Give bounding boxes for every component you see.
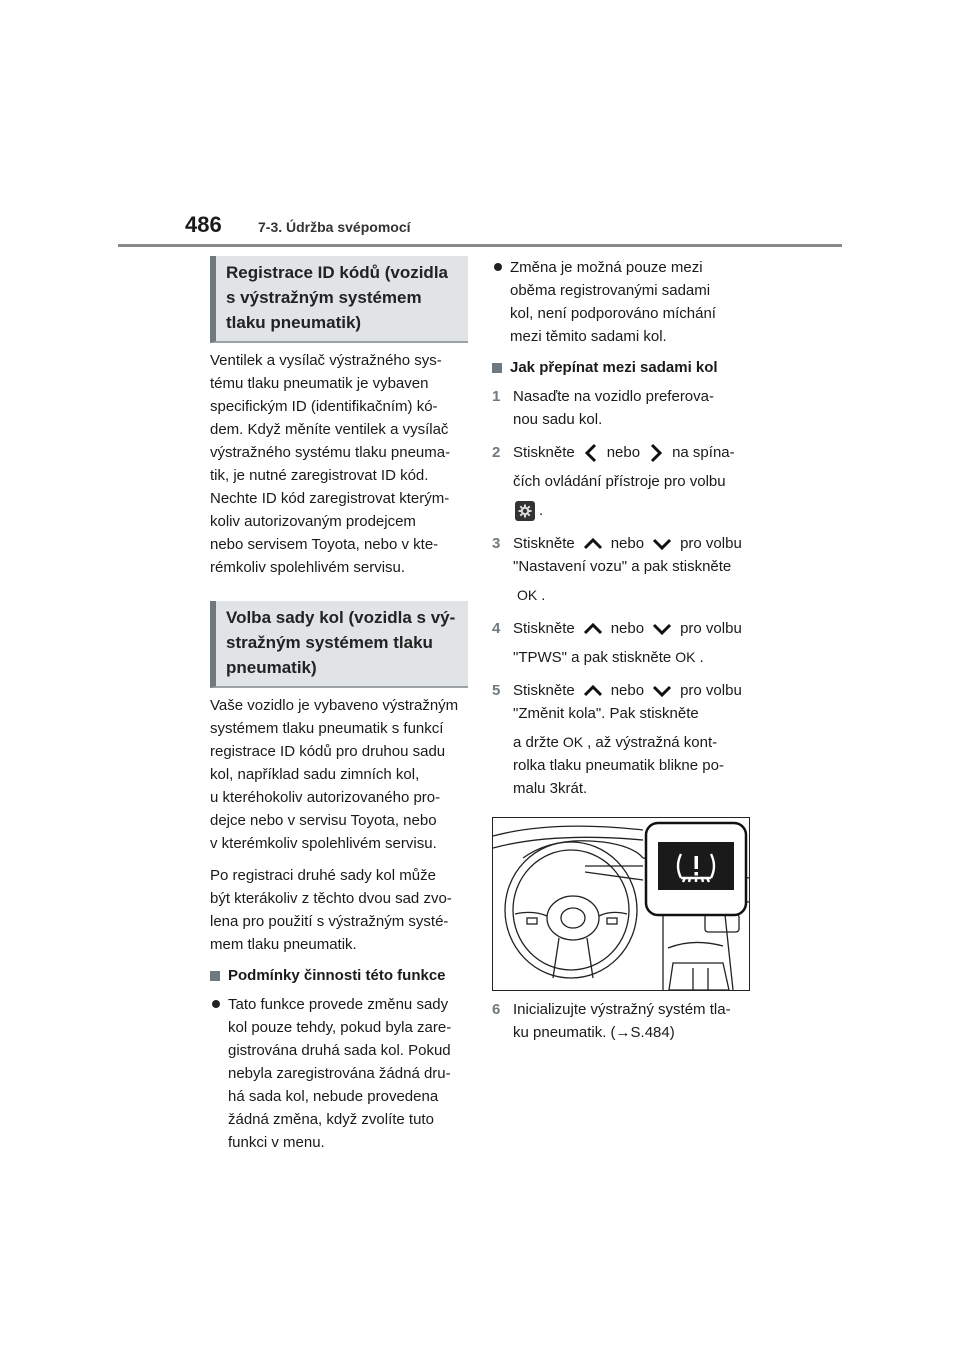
text-line: systémem tlaku pneumatik s funkcí (210, 720, 444, 737)
text-line: tik, je nutné zaregistrovat ID kód. (210, 467, 429, 484)
chevron-left-icon (585, 443, 597, 463)
text-line: kol, například sadu zimních kol, (210, 766, 420, 783)
text-line: Změna je možná pouze mezi (510, 259, 703, 276)
text-line: nebo servisem Toyota, nebo v kte- (210, 536, 439, 553)
step-number: 3 (492, 535, 501, 552)
text-line: kol, není podporováno míchání (510, 305, 716, 322)
text: . (699, 649, 704, 666)
text-line: registrace ID kódů pro druhou sadu (210, 743, 446, 760)
text-line: Vaše vozidlo je vybaveno výstražným (210, 697, 459, 714)
step-1 (492, 385, 750, 431)
paragraph-id-registration (210, 349, 468, 579)
ok-button-symbol: OK (562, 734, 584, 750)
heading-line: Registrace ID kódů (vozidla (226, 263, 448, 282)
text-line: Nasaďte na vozidlo preferova- (513, 388, 714, 405)
text-line: koliv autorizovaným prodejcem (210, 513, 416, 530)
text-line: čích ovládání přístroje pro volbu (513, 473, 726, 490)
text-line: v kterémkoliv spolehlivém servisu. (210, 835, 437, 852)
paragraph-wheel-set (210, 694, 468, 855)
heading-wheel-set-selection (210, 601, 468, 688)
dashboard-illustration (492, 817, 750, 991)
heading-line: s výstražným systémem (226, 288, 422, 307)
chevron-right-icon (650, 443, 662, 463)
text-line: rolka tlaku pneumatik blikne po- (513, 757, 724, 774)
text: Stiskněte (513, 535, 575, 552)
text: pro volbu (680, 620, 742, 637)
text-line: Nechte ID kód zaregistrovat kterým- (210, 490, 450, 507)
paragraph-after-registration (210, 864, 468, 956)
text-line: kol pouze tehdy, pokud byla zare- (228, 1019, 452, 1036)
settings-gear-icon (515, 501, 535, 521)
text-line: lena pro použití s výstražným systé- (210, 913, 449, 930)
text: . (541, 587, 546, 604)
step-6 (492, 998, 783, 1050)
text: nebo (606, 444, 641, 461)
step-5 (492, 679, 750, 800)
text-line: dejce nebo v servisu Toyota, nebo (210, 812, 437, 829)
subheading-conditions (210, 964, 468, 987)
right-column (492, 256, 750, 810)
heading-line: stražným systémem tlaku (226, 633, 433, 652)
step-2 (492, 441, 750, 522)
heading-id-registration (210, 256, 468, 343)
chevron-up-icon (583, 538, 603, 550)
text-line: "Změnit kola". Pak stiskněte (513, 705, 699, 722)
text-line: "Nastavení vozu" a pak stiskněte (513, 558, 732, 575)
section-label: 7-3. Údržba svépomocí (258, 219, 411, 235)
chevron-up-icon (583, 623, 603, 635)
text: Stiskněte (513, 444, 575, 461)
text: nebo (610, 682, 645, 699)
text: a držte (513, 734, 559, 751)
header-rule (118, 244, 842, 247)
step-number: 6 (492, 1001, 501, 1018)
text-line: tému tlaku pneumatik je vybaven (210, 375, 429, 392)
chevron-down-icon (652, 623, 672, 635)
step-number: 5 (492, 682, 501, 699)
text: na spína- (672, 444, 735, 461)
text-line: nebyla zaregistrována žádná dru- (228, 1065, 451, 1082)
bullet-dot-icon (212, 1000, 220, 1008)
step-number: 2 (492, 444, 501, 461)
text-line: mezi těmito sadami kol. (510, 328, 667, 345)
step-3 (492, 532, 750, 607)
text: nebo (610, 620, 645, 637)
text-line: být kterákoliv z těchto dvou sad zvo- (210, 890, 452, 907)
square-bullet-icon (210, 971, 220, 981)
text: , až výstražná kont- (587, 734, 718, 751)
text-line: nou sadu kol. (513, 411, 603, 428)
text-line: oběma registrovanými sadami (510, 282, 711, 299)
text-line: Tato funkce provede změnu sady (228, 996, 449, 1013)
square-bullet-icon (492, 363, 502, 373)
text-line: Ventilek a vysílač výstražného sys- (210, 352, 442, 369)
chevron-up-icon (583, 685, 603, 697)
text-line: Inicializujte výstražný systém tla- (513, 1001, 731, 1018)
text: pro volbu (680, 535, 742, 552)
heading-line: Volba sady kol (vozidla s vý- (226, 608, 456, 627)
text-line: ku pneumatik. (→S.484) (513, 1024, 675, 1041)
text-line: malu 3krát. (513, 780, 588, 797)
text-line: gistrována druhá sada kol. Pokud (228, 1042, 451, 1059)
text: "TPWS" a pak stiskněte (513, 649, 672, 666)
text-line: dem. Když měníte ventilek a vysílač (210, 421, 449, 438)
bullet-dot-icon (494, 263, 502, 271)
bullet-item (210, 993, 468, 1154)
bullet-item (492, 256, 750, 348)
text-line: funkci v menu. (228, 1134, 325, 1151)
heading-line: pneumatik) (226, 658, 317, 677)
subheading-text: Podmínky činnosti této funkce (228, 967, 446, 984)
text-line: žádná změna, když zvolíte tuto (228, 1111, 434, 1128)
text-line: výstražného systému tlaku pneuma- (210, 444, 451, 461)
step-number: 4 (492, 620, 501, 637)
heading-line: tlaku pneumatik) (226, 313, 362, 332)
text-line: Po registraci druhé sady kol může (210, 867, 436, 884)
page-number: 486 (185, 212, 222, 237)
text-line: specifickým ID (identifikačním) kó- (210, 398, 438, 415)
left-column (210, 256, 468, 1160)
text-line: há sada kol, nebude provedena (228, 1088, 439, 1105)
ok-button-symbol: OK (675, 649, 696, 665)
step-4 (492, 617, 750, 669)
text: . (539, 502, 544, 519)
text-line: u kteréhokoliv autorizovaného pro- (210, 789, 441, 806)
text: nebo (610, 535, 645, 552)
text-line: rémkoliv spolehlivém servisu. (210, 559, 406, 576)
chevron-down-icon (652, 685, 672, 697)
subheading-how-to-switch (492, 356, 750, 379)
step-number: 1 (492, 388, 501, 405)
text: pro volbu (680, 682, 742, 699)
text: Stiskněte (513, 620, 575, 637)
chevron-down-icon (652, 538, 672, 550)
text-line: mem tlaku pneumatik. (210, 936, 357, 953)
ok-button-symbol: OK (517, 587, 538, 603)
subheading-text: Jak přepínat mezi sadami kol (510, 359, 718, 376)
text: Stiskněte (513, 682, 575, 699)
